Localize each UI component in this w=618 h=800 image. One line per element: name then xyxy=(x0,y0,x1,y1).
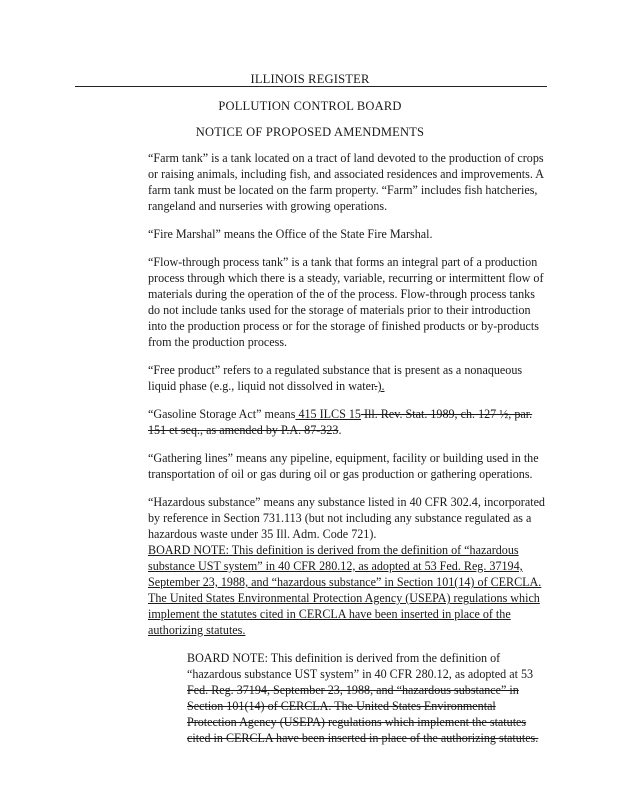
flow-through-definition: “Flow-through process tank” is a tank that forms an integral part of a production process through which there is a steady, variable, recurring or intermittent flow of materials during the operation of the of the process. Flow-through process tanks do not include tanks used for the storage of materials prior to their introduction into the production process or for the storage of finished products or by-products from the production process. xyxy=(148,255,544,349)
farm-tank-definition: “Farm tank” is a tank located on a tract of land devoted to the production of crops or raising animals, including fish, and associated residences and improvements. A farm tank must be located on the farm property. “Farm” includes fish hatcheries, rangeland and nurseries with growing operations. xyxy=(148,151,544,213)
free-product-text: “Free product” refers to a regulated substance that is present as a nonaqueous liquid phase (e.g., liquid not dissolved in water xyxy=(148,363,523,393)
gasoline-storage-definition xyxy=(148,406,546,438)
free-product-inserted: ). xyxy=(377,379,385,393)
board-note-inserted: BOARD NOTE: This definition is derived from the definition of “hazardous substance UST system” in 40 CFR 280.12, as adopted at 53 Fed. Reg. 37194, September 23, 1988, and “hazardous substance” in Section 101(14) of CERCLA. The United States Environmental Protection Agency (USEPA) regulations which implement the statutes cited in CERCLA have been inserted in place of the authorizing statutes. xyxy=(148,543,542,637)
board-note-old-lead: BOARD NOTE: This definition is derived from the definition of “hazardous substance UST system” in 40 CFR 280.12, as adopted at 53 xyxy=(187,651,534,681)
document-body xyxy=(148,150,546,758)
board-title: POLLUTION CONTROL BOARD xyxy=(218,99,402,113)
free-product-deleted: . xyxy=(374,379,378,393)
gasoline-inserted: 415 ILCS 15 xyxy=(295,407,361,421)
hazardous-substance-definition: “Hazardous substance” means any substance listed in 40 CFR 302.4, incorporated by reference in Section 731.113 (but not including any substance regulated as a hazardous waste under 35 Ill. Adm. Code 721). xyxy=(148,495,545,541)
gasoline-deleted: Ill. Rev. Stat. 1989, ch. 127 ½, par. 151 et seq., as amended by P.A. 87-323 xyxy=(148,407,533,437)
notice-title: NOTICE OF PROPOSED AMENDMENTS xyxy=(195,125,425,139)
gasoline-end: . xyxy=(338,423,342,437)
register-header: ILLINOIS REGISTER xyxy=(250,72,370,86)
header-rule xyxy=(75,86,547,87)
gasoline-lead: “Gasoline Storage Act” means xyxy=(148,407,296,421)
board-note-old-deleted: Fed. Reg. 37194, September 23, 1988, and “hazardous substance” in Section 101(14) of CERCLA. The United States Environmental Protection Agency (USEPA) regulations which implement the statutes cited in CERCLA have been inserted in place of the authorizing statutes. xyxy=(187,683,539,745)
fire-marshal-definition: “Fire Marshal” means the Office of the State Fire Marshal. xyxy=(148,227,433,241)
free-product-definition xyxy=(148,362,546,394)
gathering-lines-definition: “Gathering lines” means any pipeline, equipment, facility or building used in the transportation of oil or gas during oil or gas production or gathering operations. xyxy=(148,451,539,481)
board-note-old xyxy=(187,650,539,746)
